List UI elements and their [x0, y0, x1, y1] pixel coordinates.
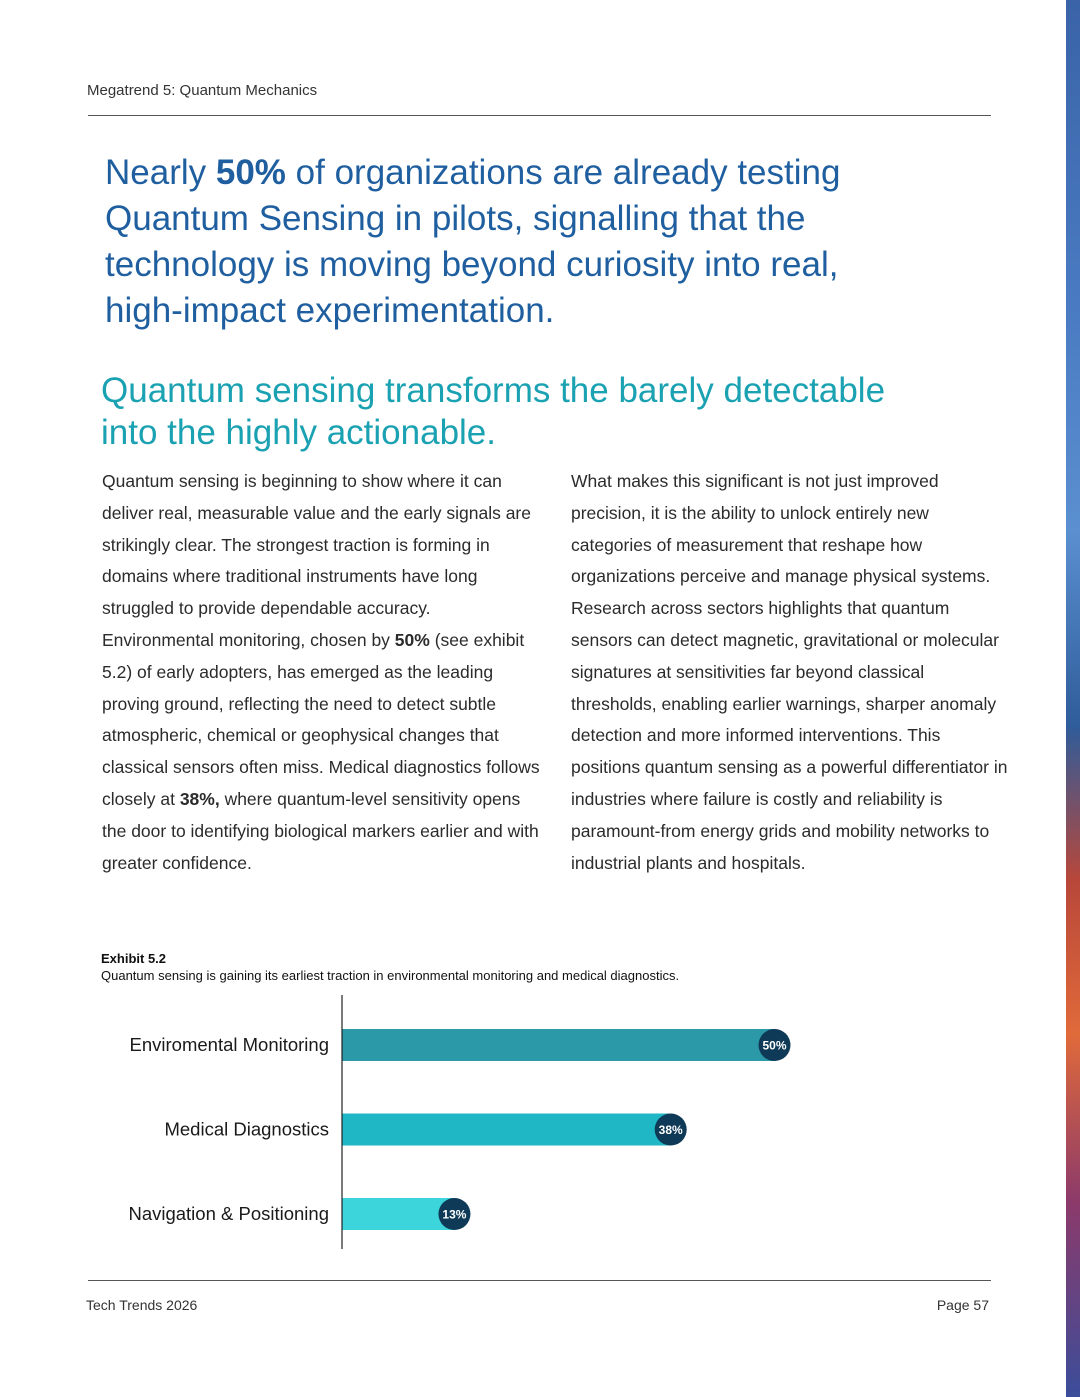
left-bold-1: 50% [394, 629, 430, 650]
category-label-0: Enviromental Monitoring [129, 1034, 329, 1055]
data-label-2: 13% [442, 1207, 467, 1222]
bar-2 [342, 1198, 454, 1230]
left-text-2: (see exhibit 5.2) of early adopters, has emerged as the leading proving ground, reflecting the need to detect subtle atmospheric, chemical or geophysical changes that classical sensors often miss. Medical diagnostics follows closely at [102, 629, 540, 809]
exhibit-label: Exhibit 5.2 [101, 951, 167, 966]
headline-highlight: 50% [215, 153, 286, 192]
footer-rule [88, 1280, 991, 1281]
footer-publication: Tech Trends 2026 [86, 1297, 198, 1313]
header-rule [88, 115, 991, 116]
decorative-side-strip [1066, 0, 1080, 1397]
data-label-1: 38% [658, 1123, 683, 1137]
headline [105, 150, 905, 334]
running-header: Megatrend 5: Quantum Mechanics [87, 82, 318, 99]
footer-page-number: Page 57 [936, 1297, 989, 1313]
left-bold-2: 38%, [179, 788, 220, 809]
bar-0 [342, 1029, 775, 1061]
left-text-1: Quantum sensing is beginning to show where it can deliver real, measurable value and the early signals are strikingly clear. The strongest traction is forming in domains where traditional instruments have long struggled to provide dependable accuracy. Environmental monitoring, chosen by [102, 471, 531, 650]
subheading: Quantum sensing transforms the barely detectable into the highly actionable. [101, 371, 886, 452]
body-column-right: What makes this significant is not just improved precision, it is the ability to unlock entirely new categories of measurement that reshape how organizations perceive and manage physical systems. Research across sectors highlights that quantum sensors can detect magnetic, gravitational or molecular signatures at sensitivities far beyond classical thresholds, enabling earlier warnings, sharper anomaly detection and more informed interventions. This positions quantum sensing as a powerful differentiator in industries where failure is costly and reliability is paramount-from energy grids and mobility networks to industrial plants and hospitals. [571, 471, 1008, 873]
body-column-left [102, 466, 547, 879]
exhibit-caption: Quantum sensing is gaining its earliest traction in environmental monitoring and medical diagnostics. [101, 968, 680, 983]
headline-text-end: of organizations are already testing Quantum Sensing in pilots, signalling that the technology is moving beyond curiosity into real, high-impact experimentation. [105, 153, 841, 330]
category-label-1: Medical Diagnostics [164, 1118, 329, 1140]
headline-text-start: Nearly [105, 153, 216, 192]
left-text-3: where quantum-level sensitivity opens the door to identifying biological markers earlier and with greater confidence. [102, 788, 539, 873]
bar-chart [100, 995, 800, 1250]
data-label-0: 50% [762, 1038, 787, 1053]
bar-1 [342, 1114, 671, 1146]
category-label-2: Navigation & Positioning [128, 1203, 329, 1224]
